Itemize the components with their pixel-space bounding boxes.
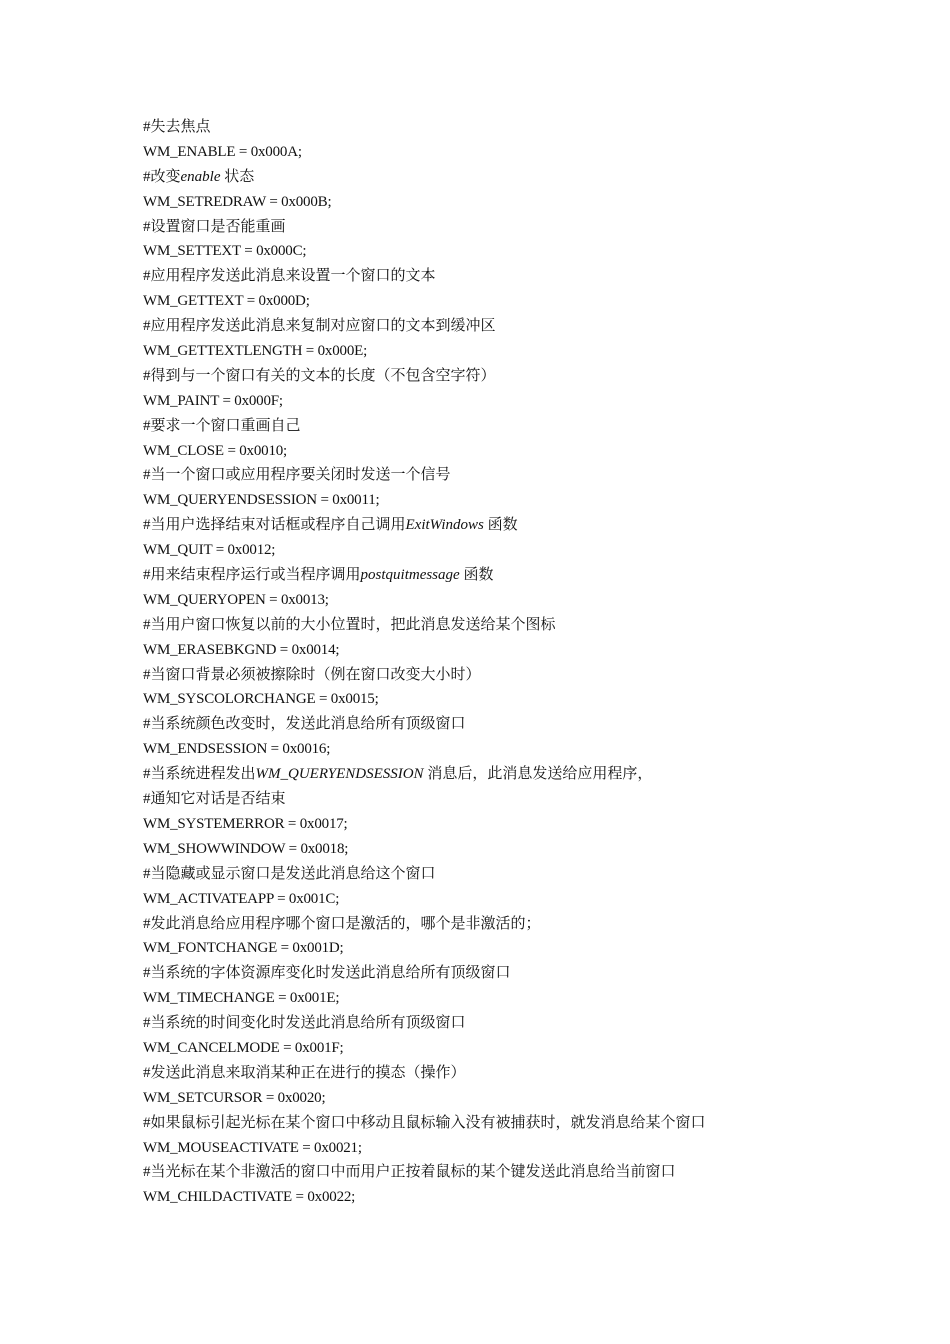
comment-text: 状态: [220, 168, 255, 185]
comment-line: #应用程序发送此消息来复制对应窗口的文本到缓冲区: [143, 318, 496, 335]
code-line: WM_MOUSEACTIVATE = 0x0021;: [143, 1139, 362, 1156]
code-line: WM_SETREDRAW = 0x000B;: [143, 193, 332, 210]
comment-text: #当用户选择结束对话框或程序自己调用: [143, 517, 406, 534]
comment-line: #通知它对话是否结束: [143, 791, 286, 808]
code-line: WM_ACTIVATEAPP = 0x001C;: [143, 890, 340, 907]
comment-line: #要求一个窗口重画自己: [143, 417, 301, 434]
comment-line: [143, 563, 823, 588]
code-line: WM_TIMECHANGE = 0x001E;: [143, 990, 340, 1007]
code-line: WM_ENABLE = 0x000A;: [143, 143, 302, 160]
comment-text: #当系统进程发出: [143, 766, 256, 783]
comment-line: #设置窗口是否能重画: [143, 218, 286, 235]
code-line: WM_QUERYOPEN = 0x0013;: [143, 591, 329, 608]
comment-line: #当系统颜色改变时，发送此消息给所有顶级窗口: [143, 716, 466, 733]
inline-identifier: ExitWindows: [405, 517, 484, 534]
comment-line: [143, 165, 823, 190]
comment-text: #用来结束程序运行或当程序调用: [143, 567, 361, 584]
code-line: WM_CLOSE = 0x0010;: [143, 442, 288, 459]
comment-line: #失去焦点: [143, 119, 211, 135]
inline-identifier: WM_QUERYENDSESSION: [255, 766, 424, 783]
comment-line: #如果鼠标引起光标在某个窗口中移动且鼠标输入没有被捕获时，就发消息给某个窗口: [143, 1114, 706, 1131]
code-line: WM_PAINT = 0x000F;: [143, 392, 283, 409]
comment-line: #当用户窗口恢复以前的大小位置时，把此消息发送给某个图标: [143, 616, 556, 633]
code-line: WM_CHILDACTIVATE = 0x0022;: [143, 1189, 356, 1206]
comment-line: [143, 762, 823, 787]
code-line: WM_SYSCOLORCHANGE = 0x0015;: [143, 691, 379, 708]
comment-line: #得到与一个窗口有关的文本的长度（不包含空字符）: [143, 367, 496, 384]
code-line: WM_GETTEXT = 0x000D;: [143, 293, 310, 310]
code-line: WM_ERASEBKGND = 0x0014;: [143, 641, 340, 658]
code-line: WM_SETCURSOR = 0x0020;: [143, 1089, 326, 1106]
comment-line: #当系统的字体资源库变化时发送此消息给所有顶级窗口: [143, 965, 511, 982]
comment-line: #应用程序发送此消息来设置一个窗口的文本: [143, 268, 436, 285]
comment-line: #当隐藏或显示窗口是发送此消息给这个窗口: [143, 865, 436, 882]
code-line: WM_GETTEXTLENGTH = 0x000E;: [143, 343, 368, 360]
comment-line: #当窗口背景必须被擦除时（例在窗口改变大小时）: [143, 666, 481, 683]
comment-line: #当光标在某个非激活的窗口中而用户正按着鼠标的某个键发送此消息给当前窗口: [143, 1164, 676, 1181]
document-body: [143, 115, 823, 1210]
code-line: WM_SHOWWINDOW = 0x0018;: [143, 840, 349, 857]
comment-text: 函数: [459, 567, 494, 584]
code-line: WM_SETTEXT = 0x000C;: [143, 243, 307, 260]
code-line: WM_FONTCHANGE = 0x001D;: [143, 940, 344, 957]
comment-line: #发此消息给应用程序哪个窗口是激活的，哪个是非激活的；: [143, 915, 541, 932]
comment-text: 函数: [483, 517, 518, 534]
code-line: WM_ENDSESSION = 0x0016;: [143, 741, 331, 758]
code-line: WM_QUIT = 0x0012;: [143, 542, 276, 559]
code-line: WM_QUERYENDSESSION = 0x0011;: [143, 492, 380, 509]
code-line: WM_CANCELMODE = 0x001F;: [143, 1039, 344, 1056]
code-line: WM_SYSTEMERROR = 0x0017;: [143, 815, 348, 832]
comment-line: #当一个窗口或应用程序要关闭时发送一个信号: [143, 467, 451, 484]
comment-line: [143, 513, 823, 538]
comment-line: #发送此消息来取消某种正在进行的摸态（操作）: [143, 1064, 466, 1081]
inline-identifier: enable: [180, 168, 221, 185]
comment-line: #当系统的时间变化时发送此消息给所有顶级窗口: [143, 1015, 466, 1032]
comment-text: #改变: [143, 168, 181, 185]
comment-text: 消息后，此消息发送给应用程序，: [423, 766, 653, 783]
inline-identifier: postquitmessage: [360, 567, 460, 584]
